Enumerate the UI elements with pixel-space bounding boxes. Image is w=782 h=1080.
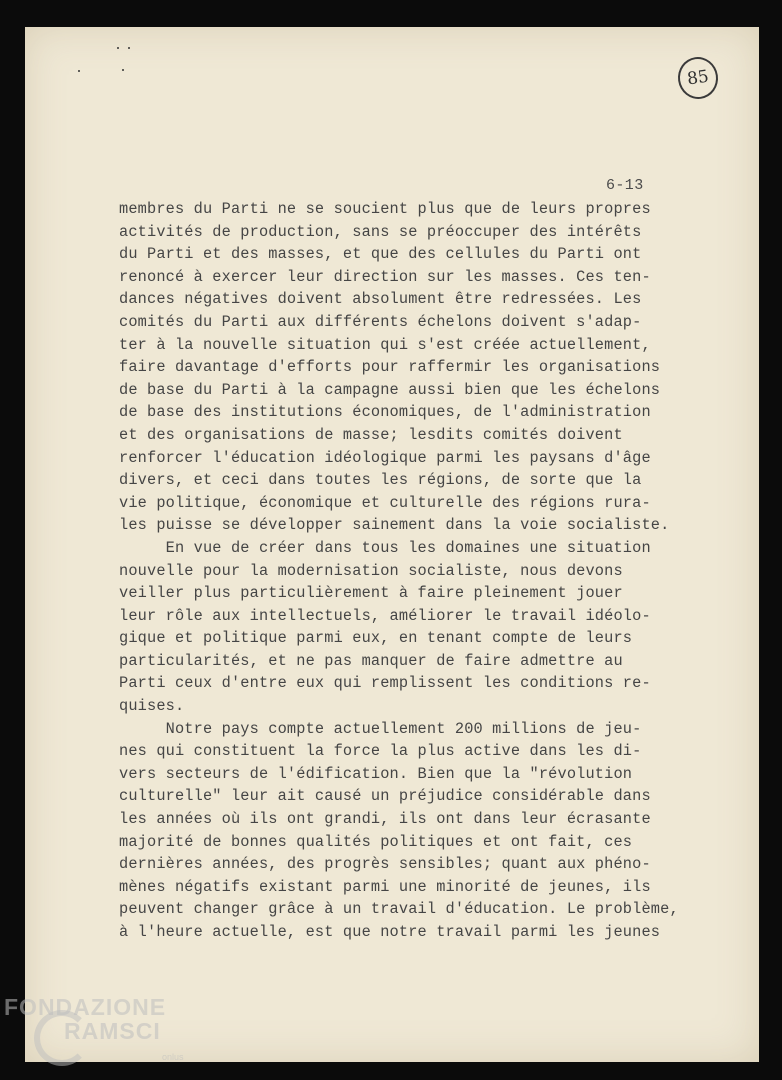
text-line: leur rôle aux intellectuels, améliorer le travail idéolo-: [119, 606, 651, 625]
text-line: dernières années, des progrès sensibles; quant aux phéno-: [119, 855, 651, 874]
text-line: gique et politique parmi eux, en tenant compte de leurs: [119, 629, 633, 648]
text-line: nouvelle pour la modernisation socialiste, nous devons: [119, 561, 623, 580]
text-line: veiller plus particulièrement à faire pleinement jouer: [119, 584, 623, 603]
watermark-g-logo: [34, 1010, 90, 1066]
fondazione-gramsci-watermark: [4, 994, 184, 1062]
text-line: dances négatives doivent absolument être redressées. Les: [119, 290, 642, 309]
text-line: culturelle" leur ait causé un préjudice considérable dans: [119, 787, 651, 806]
text-line: et des organisations de masse; lesdits comités doivent: [119, 425, 623, 444]
text-line: mènes négatifs existant parmi une minorité de jeunes, ils: [119, 877, 651, 896]
text-line: à l'heure actuelle, est que notre travail parmi les jeunes: [119, 923, 661, 941]
text-line: ter à la nouvelle situation qui s'est créée actuellement,: [119, 335, 651, 354]
text-line: renoncé à exercer leur direction sur les masses. Ces ten-: [119, 267, 651, 286]
text-line: particularités, et ne pas manquer de faire admettre au: [119, 651, 623, 670]
watermark-line-3: onlus: [162, 1052, 184, 1062]
text-line: Notre pays compte actuellement 200 millions de jeu-: [119, 719, 642, 738]
document-body-text: [119, 198, 679, 944]
text-line: vers secteurs de l'édification. Bien que la "révolution: [119, 764, 633, 783]
paper-speck: [78, 70, 80, 72]
paper-speck: [117, 47, 119, 49]
text-line: du Parti et des masses, et que des cellules du Parti ont: [119, 245, 642, 264]
text-line: de base du Parti à la campagne aussi bien que les échelons: [119, 380, 661, 399]
text-line: les puisse se développer sainement dans la voie socialiste.: [119, 516, 670, 535]
text-line: Parti ceux d'entre eux qui remplissent les conditions re-: [119, 674, 651, 693]
text-line: quises.: [119, 697, 185, 716]
watermark-line-1: FONDAZIONE: [4, 994, 167, 1020]
text-line: nes qui constituent la force la plus active dans les di-: [119, 742, 642, 761]
text-line: faire davantage d'efforts pour raffermir les organisations: [119, 358, 661, 377]
page-number: 6-13: [606, 177, 644, 194]
text-line: divers, et ceci dans toutes les régions, de sorte que la: [119, 471, 642, 490]
paper-speck: [122, 69, 124, 71]
text-line: de base des institutions économiques, de l'administration: [119, 403, 651, 422]
archive-page-mark-text: 85: [685, 66, 711, 90]
paper-speck: [128, 47, 130, 49]
text-line: activités de production, sans se préoccuper des intérêts: [119, 222, 642, 241]
text-line: les années où ils ont grandi, ils ont dans leur écrasante: [119, 810, 651, 829]
text-line: En vue de créer dans tous les domaines une situation: [119, 538, 651, 557]
watermark-line-2: RAMSCI: [64, 1018, 161, 1044]
text-line: renforcer l'éducation idéologique parmi les paysans d'âge: [119, 448, 651, 467]
text-line: comités du Parti aux différents échelons doivent s'adap-: [119, 312, 642, 331]
text-line: membres du Parti ne se soucient plus que de leurs propres: [119, 200, 651, 218]
text-line: majorité de bonnes qualités politiques et ont fait, ces: [119, 832, 633, 851]
text-line: vie politique, économique et culturelle des régions rura-: [119, 493, 651, 512]
text-line: peuvent changer grâce à un travail d'éducation. Le problème,: [119, 900, 679, 919]
